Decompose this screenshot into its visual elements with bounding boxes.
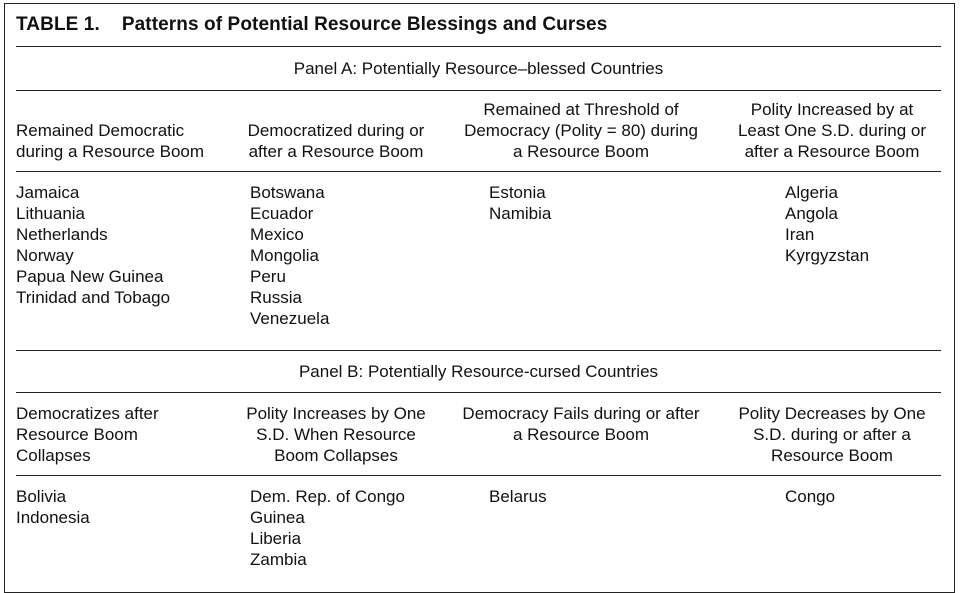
list-item: Netherlands [16,225,108,244]
list-item: Algeria [785,183,838,202]
list-item: Guinea [250,508,305,527]
list-item: Russia [250,288,302,307]
panel-divider-rule [16,350,941,351]
panel-a-col2-list [250,182,329,329]
list-item: Peru [250,267,286,286]
panel-a-col4-header: Polity Increased by at Least One S.D. during or after a Resource Boom [737,100,927,161]
panel-a-col4-list [785,182,869,266]
list-item: Kyrgyzstan [785,246,870,265]
list-item: Venezuela [250,309,330,328]
list-item: Papua New Guinea [16,267,164,286]
list-item: Jamaica [16,183,80,202]
panel-b-col3-list [489,486,547,507]
panel-a-header-rule [16,171,941,172]
panel-b-header-rule [16,475,941,476]
list-item: Namibia [489,204,552,223]
list-item: Lithuania [16,204,86,223]
list-item: Indonesia [16,508,90,527]
panel-b-col1-list [16,486,90,528]
panel-b-col1-header: Democratizes after Resource Boom Collapses [16,404,159,465]
panel-a-title-rule [16,90,941,91]
list-item: Mexico [250,225,304,244]
table-title-text: Patterns of Potential Resource Blessings and Curses [121,14,608,35]
list-item: Trinidad and Tobago [16,288,171,307]
list-item: Botswana [250,183,325,202]
list-item: Iran [785,225,815,244]
list-item: Zambia [250,550,307,569]
list-item: Belarus [489,487,547,506]
panel-b-col3-header: Democracy Fails during or after a Resource Boom [462,404,700,444]
table-number: TABLE 1. [16,14,100,35]
panel-a-title: Panel A: Potentially Resource–blessed Countries [293,59,664,78]
list-item: Estonia [489,183,546,202]
title-rule [16,46,941,47]
panel-a-col3-header: Remained at Threshold of Democracy (Polity = 80) during a Resource Boom [464,100,698,161]
panel-a-col1-header: Remained Democratic during a Resource Boom [16,121,205,161]
panel-b-col2-header: Polity Increases by One S.D. When Resource Boom Collapses [246,404,426,465]
table-title [16,14,607,36]
panel-b-title: Panel B: Potentially Resource-cursed Countries [298,362,659,381]
list-item: Norway [16,246,74,265]
list-item: Bolivia [16,487,67,506]
panel-a-col1-list [16,182,170,308]
panel-b-col4-list [785,486,835,507]
list-item: Mongolia [250,246,319,265]
panel-b-col2-list [250,486,405,570]
list-item: Congo [785,487,836,506]
panel-b-col4-header: Polity Decreases by One S.D. during or after a Resource Boom [738,404,926,465]
panel-a-col3-list [489,182,551,224]
list-item: Ecuador [250,204,314,223]
panel-a-col2-header: Democratized during or after a Resource Boom [247,121,425,161]
panel-b-title-rule [16,392,941,393]
list-item: Dem. Rep. of Congo [250,487,405,506]
list-item: Angola [785,204,838,223]
list-item: Liberia [250,529,302,548]
